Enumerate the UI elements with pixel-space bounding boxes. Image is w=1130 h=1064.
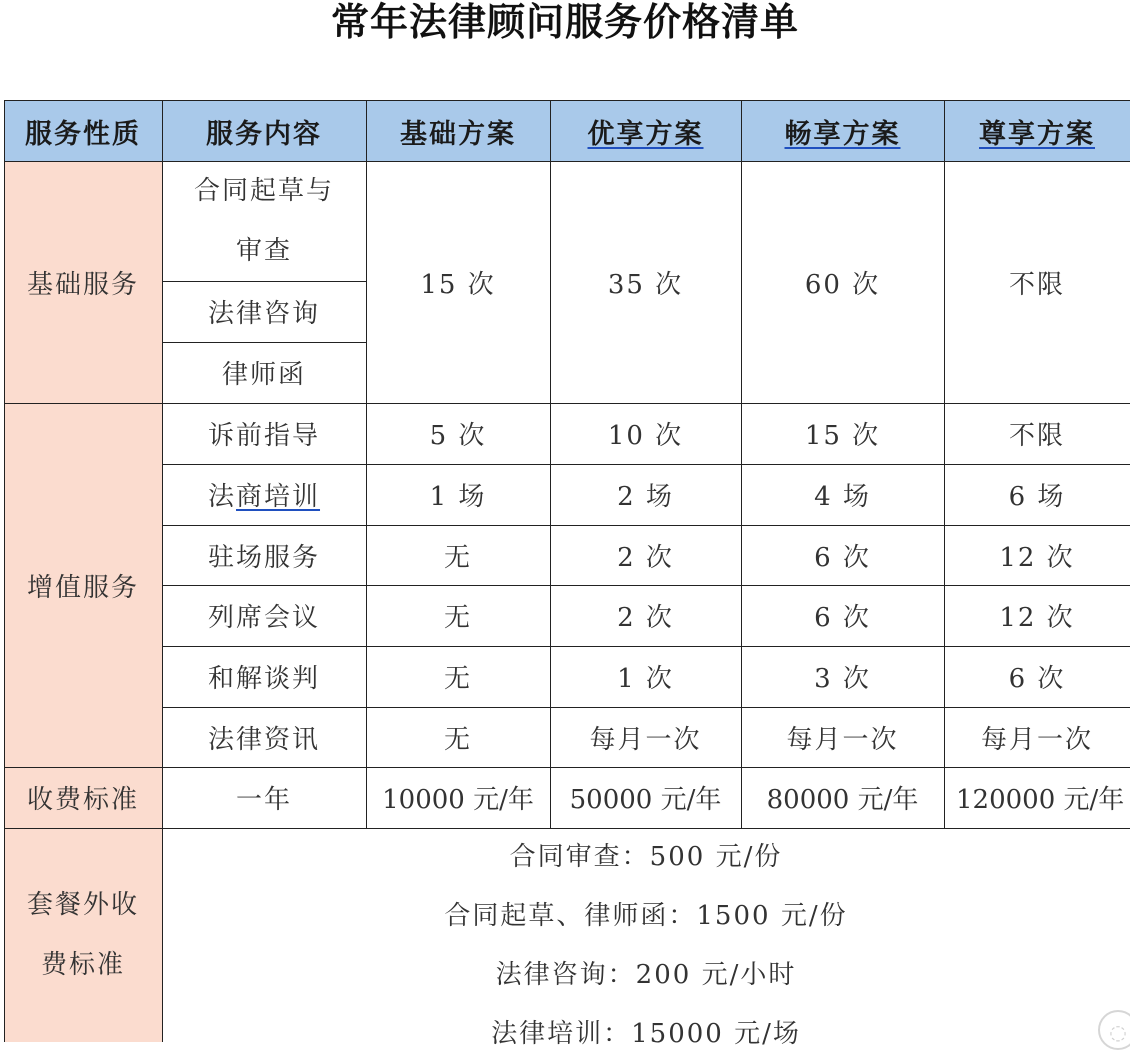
table-cell: 6 场: [1008, 482, 1066, 512]
header-unlimited-plan-label: 畅享方案: [784, 118, 901, 150]
table-cell: 2 场: [617, 482, 674, 512]
grid-line: [162, 342, 366, 343]
grid-line: [741, 100, 742, 828]
header-service-type: 服务性质: [4, 101, 162, 161]
category-fee-standard: 收费标准: [4, 767, 162, 828]
header-basic-plan: 基础方案: [366, 101, 550, 161]
service-item-training-link[interactable]: 商培训: [236, 482, 321, 512]
table-cell: 无: [443, 542, 472, 573]
table-cell: 1 场: [429, 482, 487, 512]
grid-line: [4, 403, 1130, 404]
table-cell: 无: [443, 664, 472, 694]
grid-line: [4, 100, 1130, 101]
table-cell: 5 次: [429, 421, 487, 451]
grid-line: [162, 464, 1130, 465]
grid-line: [162, 707, 1130, 708]
table-cell: 15 次: [804, 421, 881, 451]
header-vip-plan[interactable]: [944, 101, 1130, 161]
grid-line: [162, 646, 1130, 647]
service-item-prelitigation: 诉前指导: [207, 421, 320, 451]
table-cell: 12 次: [999, 542, 1075, 573]
table-cell: 2 次: [617, 603, 674, 633]
grid-line: [4, 828, 1130, 829]
fee-vip: 120000 元/年: [956, 785, 1125, 815]
watermark-logo-icon: ◌: [1098, 1010, 1130, 1050]
table-cell: 无: [443, 603, 472, 633]
unlimited-plan-quota: 60 次: [804, 269, 881, 300]
grid-line: [366, 100, 367, 828]
page-title: 常年法律顾问服务价格清单: [330, 0, 799, 44]
grid-line: [4, 100, 5, 1042]
fee-period: 一年: [235, 785, 292, 815]
grid-line: [550, 100, 551, 828]
table-cell: 每月一次: [786, 724, 899, 755]
header-premium-plan[interactable]: [550, 101, 741, 161]
extra-fee-consulting: 法律咨询：200 元/小时: [495, 960, 797, 990]
service-item-negotiation: 和解谈判: [207, 664, 320, 694]
header-premium-plan-label: 优享方案: [587, 118, 704, 150]
service-item-meetings: 列席会议: [207, 603, 320, 633]
grid-line: [162, 525, 1130, 526]
table-cell: 无: [443, 724, 472, 755]
category-basic-services: 基础服务: [4, 161, 162, 403]
fee-unlimited: 80000 元/年: [766, 785, 919, 815]
vip-plan-quota: 不限: [1008, 269, 1065, 300]
extra-fee-contract-review: 合同审查：500 元/份: [509, 842, 783, 872]
header-service-content: 服务内容: [162, 101, 366, 161]
fee-basic: 10000 元/年: [382, 785, 534, 815]
header-vip-plan-label: 尊享方案: [979, 118, 1095, 150]
table-cell: 2 次: [617, 542, 674, 573]
table-cell: 6 次: [814, 542, 871, 573]
table-cell: 3 次: [814, 664, 871, 694]
table-cell: 1 次: [617, 664, 674, 694]
service-item-training: [162, 464, 366, 525]
table-cell: 不限: [1008, 421, 1065, 451]
fee-premium: 50000 元/年: [569, 785, 722, 815]
service-item-consult: 法律咨询: [207, 299, 320, 329]
service-item-contract: 合同起草与审查: [193, 176, 334, 266]
service-item-training-prefix: 法: [207, 482, 236, 512]
extra-fee-training: 法律培训：15000 元/场: [491, 1019, 801, 1049]
basic-plan-quota: 15 次: [420, 269, 496, 300]
grid-line: [4, 767, 1130, 768]
premium-plan-quota: 35 次: [607, 269, 684, 300]
table-cell: 10 次: [607, 421, 684, 451]
category-extra-fee: 套餐外收费标准: [4, 828, 162, 1042]
category-value-added: 增值服务: [4, 403, 162, 767]
table-cell: 6 次: [814, 603, 871, 633]
header-unlimited-plan[interactable]: [741, 101, 944, 161]
extra-fee-list: [162, 828, 1130, 1064]
service-item-onsite: 驻场服务: [207, 542, 320, 573]
extra-fee-drafting: 合同起草、律师函：1500 元/份: [444, 901, 848, 931]
grid-line: [162, 585, 1130, 586]
table-cell: 6 次: [1008, 664, 1066, 694]
grid-line: [162, 100, 163, 1042]
table-cell: 每月一次: [980, 724, 1093, 755]
table-cell: 每月一次: [589, 724, 702, 755]
table-cell: 12 次: [999, 603, 1075, 633]
service-item-letter: 律师函: [221, 360, 306, 390]
grid-line: [4, 161, 1130, 162]
table-cell: 4 场: [814, 482, 871, 512]
grid-line: [944, 100, 945, 828]
service-item-legal-news: 法律资讯: [207, 724, 320, 755]
grid-line: [162, 281, 366, 282]
